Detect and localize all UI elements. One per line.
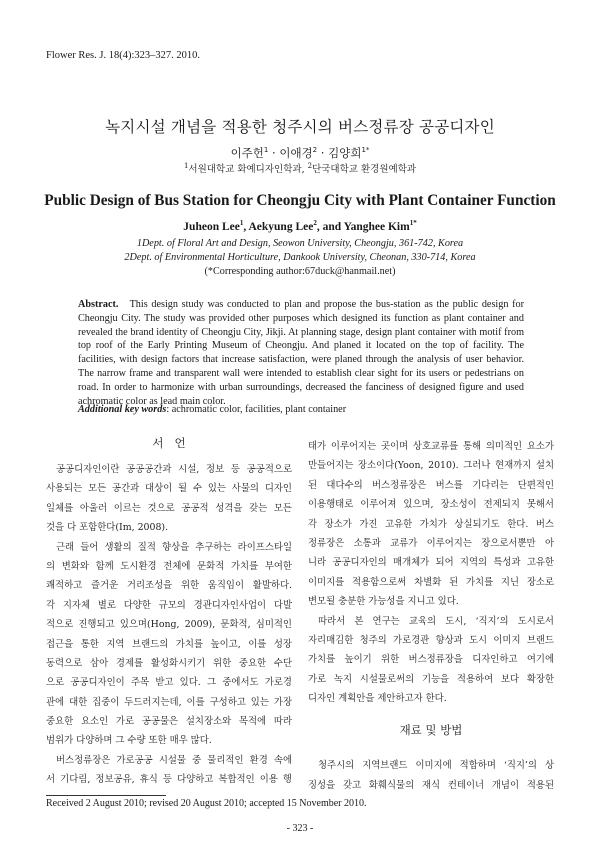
english-author-name: Aekyung Lee: [248, 221, 314, 233]
body-line: 서 기다림, 정보공유, 휴식 등 다양하고 복합적인 이용 행: [46, 774, 292, 786]
body-line: 이미지를 적용함으로써 차별화 된 가치를 지닌 장소로: [308, 576, 554, 588]
abstract: [78, 298, 524, 408]
keywords: [78, 404, 524, 415]
corresponding-author: (*Corresponding author:67duck@hanmail.net): [204, 266, 396, 277]
footnote-rule: [46, 795, 166, 796]
body-line: 버스정류장은 가로공공 시설물 중 물리적인 환경 속에: [56, 754, 292, 766]
english-affiliation-2: 2Dept. of Environmental Horticulture, Dankook University, Cheonan, 330-714, Korea: [124, 252, 476, 263]
korean-affiliation: 서원대학교 화예디자인학과,: [188, 164, 308, 175]
left-column: [46, 430, 292, 790]
author-superscript: 1: [263, 146, 269, 155]
korean-author-name: 이주헌: [230, 146, 264, 160]
english-author-name: Juheon Lee: [183, 221, 240, 233]
body-line: 중요한 요소인 가로 공공물은 설치장소와 목적에 따라: [46, 716, 292, 728]
body-line: 만들어지는 장소이다(Yoon, 2010). 그러나 현재까지 설치: [308, 460, 554, 472]
author-superscript: 2: [313, 219, 317, 228]
affil-superscript: 1: [183, 161, 189, 170]
body-line: 니라 공공디자인의 매개체가 되어 지역의 특성과 고유한: [308, 557, 554, 569]
body-line: 청주시의 지역브랜드 이미지에 적합하며 ‘직지’의 상: [318, 760, 554, 772]
body-line: 사용되는 모든 공간과 대상이 될 수 있는 사물의 디자인: [46, 483, 292, 495]
body-line: 근래 들어 생활의 질적 향상을 추구하는 라이프스타일: [56, 541, 292, 553]
korean-title: 녹지시설 개념을 적용한 청주시의 버스정류장 공공디자인: [105, 118, 495, 136]
body-line: 각 지자체 별로 다양한 규모의 경관디자인사업이 다발: [46, 599, 292, 611]
english-title: Public Design of Bus Station for Cheongju City with Plant Container Function: [44, 192, 556, 209]
body-line: 따라서 본 연구는 교육의 도시, ‘직지’의 도시로서: [318, 615, 554, 627]
author-superscript: 2: [312, 146, 318, 155]
body-line: 된 대다수의 버스정류장은 버스를 기다리는 단편적인: [308, 479, 554, 491]
body-line: 공공디자인이란 공공공간과 시설, 정보 등 공공적으로: [56, 464, 292, 475]
abstract-label: Abstract.: [78, 299, 119, 310]
body-line: 태가 이루어지는 곳이며 상호교류를 통해 의미적인 요소가: [308, 441, 554, 452]
korean-author-name: 김양희: [328, 146, 362, 160]
body-line: 이용행태로 이루어져 있으며, 장소성이 전제되지 못해서: [308, 499, 554, 511]
author-separator: , and: [316, 221, 344, 233]
body-line: 가로 녹지 시설물로써의 기능을 적용하여 보다 확장한: [308, 673, 554, 685]
author-superscript: 1*: [409, 219, 417, 228]
author-superscript: 1*: [361, 146, 370, 155]
abstract-text: This design study was conducted to plan and propose the bus-station as the public design for Cheongju City. The study was provided other purposes which designed its function as plant container and revealed the brand identity of Cheongju City, Jikji. At planning stage, design plant container with motif from top roof of the Early Printing Museum of Cheongju. And planed it located on the top of facility. The facilities, with design factors that increase satisfaction, were planed through the analysis of user behavior. The narrow frame and transparent wall were intended to establish clear sight for its users or pedestrians on road. In order to harmonize with urban surroundings, decreased the fanciness of designed figure and used achromatic color as lead main color.: [78, 299, 525, 407]
korean-author-name: 이애경: [279, 146, 313, 160]
english-affiliation-1: 1Dept. of Floral Art and Design, Seowon University, Cheongju, 361-742, Korea: [136, 238, 464, 249]
journal-reference: Flower Res. J. 18(4):323–327. 2010.: [46, 50, 200, 61]
body-line: 변모될 충분한 가능성을 지니고 있다.: [308, 596, 459, 608]
body-line: 것을 다 포함한다(Im, 2008).: [46, 522, 169, 534]
body-line: 으로 공공디자인이 주목 받고 있다. 그 중에서도 가로경: [46, 677, 292, 689]
korean-affiliation: 단국대학교 환경원예학과: [312, 164, 417, 175]
right-column: [308, 437, 554, 795]
body-line: 동력으로 삼아 경제를 활성화시키기 위한 중요한 수단: [46, 657, 292, 669]
keywords-text: : achromatic color, facilities, plant container: [166, 404, 347, 415]
english-author-name: Yanghee Kim: [343, 221, 410, 233]
section-heading-introduction: 서 언: [152, 436, 186, 450]
body-line: 의 변화와 함께 도시환경 전체에 문화적 가치를 부여한: [46, 560, 292, 572]
author-superscript: 1: [239, 219, 244, 228]
body-line: 쾌적하고 즐거운 거리조성을 위한 움직임이 활발하다.: [46, 580, 292, 592]
received-dates: Received 2 August 2010; revised 20 August 2010; accepted 15 November 2010.: [46, 798, 367, 809]
keywords-label: Additional key words: [78, 404, 167, 415]
section-heading-methods: 재료 및 방법: [399, 723, 463, 738]
body-line: 접근을 통한 지역 브랜드의 가치를 높이고, 이를 성장: [46, 638, 292, 650]
body-line: 정류장은 소통과 교류가 이루어지는 장으로서뿐만 아: [308, 537, 554, 549]
korean-affiliations: [0, 161, 600, 175]
body-line: 일체를 아울러 이르는 것으로 공공적 성격을 갖는 모든: [46, 502, 292, 514]
body-line: 징성을 갖고 화훼식물의 재식 컨테이너 개념이 적용된: [308, 779, 554, 791]
author-separator: ·: [320, 146, 325, 160]
body-line: 적으로 진행되고 있으며(Hong, 2009), 문화적, 심미적인: [46, 619, 292, 631]
english-authors: [0, 221, 600, 233]
author-separator: ,: [243, 221, 249, 233]
body-line: 범위가 다양하며 그 수량 또한 매우 많다.: [46, 735, 212, 747]
body-line: 관에 대한 집중이 두드러지는데, 이를 구성하고 있는 가장: [46, 696, 292, 708]
body-line: 자리매김한 청주의 가로경관 향상과 도시 이미지 브랜드: [308, 634, 554, 646]
body-line: 가치를 높이기 위한 버스정류장을 디자인하고 여기에: [308, 654, 554, 666]
korean-authors: [0, 145, 600, 161]
author-separator: ·: [272, 146, 276, 160]
affil-superscript: 2: [307, 161, 313, 170]
body-line: 각 장소가 가진 고유한 가치가 상실되기도 한다. 버스: [308, 518, 554, 530]
page-number: - 323 -: [286, 823, 314, 834]
body-line: 디자인 계획안을 제안하고자 한다.: [308, 693, 447, 705]
